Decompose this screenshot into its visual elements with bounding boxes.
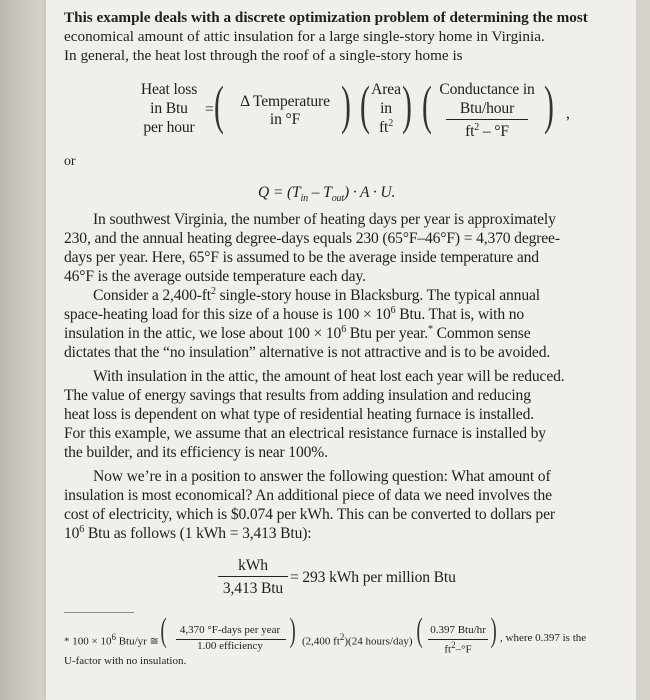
eq1-lhs-line-2: in Btu: [150, 100, 188, 117]
eq1-area-line-3: $ft^2$: [378, 117, 394, 136]
para3-line-5: the builder, and its efficiency is near 100%.: [64, 444, 328, 461]
q-equation: $Q = (T_{in} - T_{out}) \cdot A \cdot U$.: [258, 184, 396, 205]
footnote-paren-close-2: ): [490, 612, 497, 649]
para3-line-2: The value of energy savings that results from adding insulation and reducing: [64, 387, 531, 404]
eq1-lhs-line-1: Heat loss: [140, 81, 198, 98]
eq1-paren-open-3: (: [422, 75, 432, 135]
footnote-frac2-den: $ft^2-^\circ F$: [444, 640, 472, 656]
para2-line-3: insulation in the attic, we lose about $100 \times 10^6$ Btu per year.* Common sense: [64, 323, 531, 342]
para4-line-2: insulation is most economical? An additional piece of data we need involves the: [64, 487, 552, 504]
footnote-part-c: (2,400 $ft^2)(24$ hours/day): [302, 632, 413, 648]
eq3-rhs: = 293 kWh per million Btu: [290, 569, 456, 586]
footnote-paren-open-1: (: [160, 612, 167, 649]
eq1-area-line-1: Area: [371, 81, 401, 98]
para1-line-4: 46°F is the average outside temperature each day.: [64, 268, 366, 285]
para1-line-2: 230, and the annual heating degree-days equals 230 (65°F–46°F) = 4,370 degree-: [64, 230, 560, 247]
eq1-lhs-line-3: per hour: [143, 119, 195, 136]
eq1-paren-close-3: ): [544, 75, 554, 135]
eq1-temp-line-1: Δ Temperature: [240, 93, 330, 110]
para4-line-4: $10^6$ Btu as follows (1 kWh = 3,413 Btu):: [64, 523, 312, 542]
footnote-part-e: , where 0.397 is the: [500, 632, 587, 644]
para1-line-1: In southwest Virginia, the number of heating days per year is approximately: [93, 211, 556, 228]
para3-line-4: For this example, we assume that an electrical resistance furnace is installed by: [64, 425, 546, 442]
para2-line-2: space-heating load for this size of a house is $100 \times 10^6$ Btu. That is, with no: [64, 304, 525, 323]
eq3-numerator: kWh: [238, 557, 268, 574]
eq1-paren-close-1: ): [341, 75, 351, 135]
footnote-line-2: U-factor with no insulation.: [64, 655, 187, 667]
intro-line-3: In general, the heat lost through the roof of a single-story home is: [64, 47, 463, 64]
footnote-frac2-num: 0.397 Btu/hr: [430, 624, 486, 636]
para2-line-4: dictates that the “no insulation” alternative is not attractive and is to be avoided.: [64, 344, 551, 361]
eq3-fraction-bar: [218, 576, 288, 577]
eq1-paren-open-1: (: [214, 75, 224, 135]
eq1-cond-line-3: $ft^2 - ^\circ F$: [465, 121, 509, 140]
eq1-paren-open-2: (: [360, 75, 370, 135]
eq1-area-line-2: in: [380, 100, 392, 117]
footnote-paren-close-1: ): [289, 612, 296, 649]
para4-line-1: Now we’re in a position to answer the following question: What amount of: [93, 468, 551, 485]
para3-line-1: With insulation in the attic, the amount of heat lost each year will be reduced.: [93, 368, 565, 385]
or-label: or: [64, 154, 76, 169]
eq1-cond-line-2: Btu/hour: [459, 100, 515, 117]
intro-line-2: economical amount of attic insulation for a large single-story home in Virginia.: [64, 28, 545, 45]
intro-line-1: This example deals with a discrete optimization problem of determining the most: [64, 9, 588, 26]
page-left-margin: [0, 0, 46, 700]
footnote-part-a: * $100 \times 10^6$ Btu/yr ≅: [64, 632, 159, 648]
para4-line-3: cost of electricity, which is $0.074 per kWh. This can be converted to dollars per: [64, 506, 555, 523]
eq1-equals: =: [205, 101, 214, 118]
eq1-cond-line-1: Conductance in: [439, 81, 535, 98]
eq3-denominator: 3,413 Btu: [222, 580, 284, 597]
footnote-rule: [64, 612, 134, 613]
footnote-frac1-den: 1.00 efficiency: [197, 640, 263, 652]
eq1-trailing-comma: ,: [566, 105, 570, 122]
eq1-cond-fraction-bar: [446, 119, 528, 120]
para1-line-3: days per year. Here, 65°F is assumed to be the average inside temperature and: [64, 249, 539, 266]
footnote-paren-open-2: (: [416, 612, 423, 649]
footnote-frac1-num: 4,370 °F-days per year: [179, 624, 281, 636]
para3-line-3: heat loss is dependent on what type of residential heating furnace is installed.: [64, 406, 534, 423]
para2-line-1: Consider a $2,400-ft^2$ single-story house in Blacksburg. The typical annual: [93, 285, 540, 304]
eq1-temp-line-2: in °F: [269, 111, 301, 128]
eq1-paren-close-2: ): [402, 75, 412, 135]
